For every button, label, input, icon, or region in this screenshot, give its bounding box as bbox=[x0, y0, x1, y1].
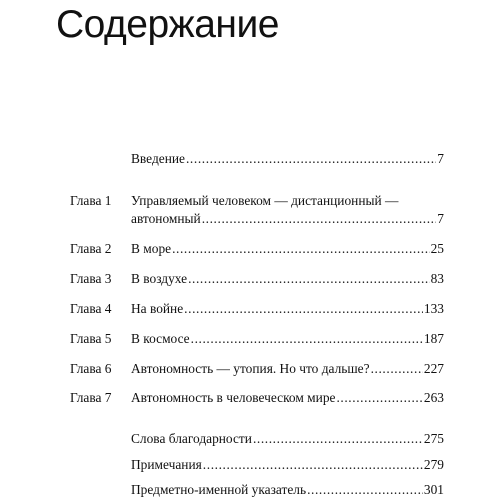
entry-title: В море bbox=[131, 241, 172, 256]
page-number: 133 bbox=[423, 301, 444, 316]
entry-title: В воздухе bbox=[131, 271, 188, 286]
page-number: 187 bbox=[423, 331, 444, 346]
dot-leader bbox=[191, 330, 423, 348]
entry-title: Слова благодарности bbox=[131, 431, 252, 446]
dot-leader bbox=[202, 210, 437, 228]
entry-title: Автономность в человеческом мире bbox=[131, 390, 336, 405]
toc-line-2 bbox=[131, 210, 444, 228]
toc-line-1 bbox=[131, 192, 444, 210]
entry-title: Автономность — утопия. Но что дальше? bbox=[131, 361, 370, 376]
dot-leader bbox=[172, 240, 430, 258]
toc-line bbox=[131, 270, 444, 288]
page-title: Содержание bbox=[56, 3, 279, 46]
toc-line bbox=[131, 300, 444, 318]
chapter-label: Глава 2 bbox=[70, 241, 112, 256]
entry-title: В космосе bbox=[131, 331, 190, 346]
entry-title: На войне bbox=[131, 301, 184, 316]
dot-leader bbox=[253, 430, 423, 448]
toc-line bbox=[131, 240, 444, 258]
chapter-label: Глава 1 bbox=[70, 193, 112, 208]
toc-line bbox=[131, 330, 444, 348]
page-number: 227 bbox=[423, 361, 444, 376]
dot-leader bbox=[184, 300, 423, 318]
entry-title: Примечания bbox=[131, 457, 202, 472]
dot-leader bbox=[203, 456, 423, 474]
page-number: 301 bbox=[423, 482, 444, 497]
chapter-label: Глава 7 bbox=[70, 390, 112, 405]
entry-title: Введение bbox=[131, 151, 185, 166]
page-number: 263 bbox=[423, 390, 444, 405]
entry-title: Предметно-именной указатель bbox=[131, 482, 307, 497]
toc-line bbox=[131, 389, 444, 407]
dot-leader bbox=[336, 389, 422, 407]
page-number: 279 bbox=[423, 457, 444, 472]
dot-leader bbox=[188, 270, 430, 288]
chapter-label: Глава 5 bbox=[70, 331, 112, 346]
chapter-label: Глава 4 bbox=[70, 301, 112, 316]
toc-line bbox=[131, 360, 444, 378]
dot-leader bbox=[307, 481, 423, 499]
dot-leader bbox=[186, 150, 436, 168]
page-number: 7 bbox=[437, 151, 444, 166]
chapter-label: Глава 3 bbox=[70, 271, 112, 286]
chapter-label: Глава 6 bbox=[70, 361, 112, 376]
entry-title-line1: Управляемый человеком — дистанционный — bbox=[131, 193, 399, 208]
page-number: 83 bbox=[430, 271, 444, 286]
entry-title: автономный bbox=[131, 211, 201, 226]
toc-line bbox=[131, 456, 444, 474]
toc-line bbox=[131, 430, 444, 448]
dot-leader bbox=[371, 360, 423, 378]
toc-line bbox=[131, 481, 444, 499]
toc-line bbox=[131, 150, 444, 168]
page-number: 275 bbox=[423, 431, 444, 446]
page-number: 7 bbox=[437, 211, 444, 226]
page-number: 25 bbox=[430, 241, 444, 256]
